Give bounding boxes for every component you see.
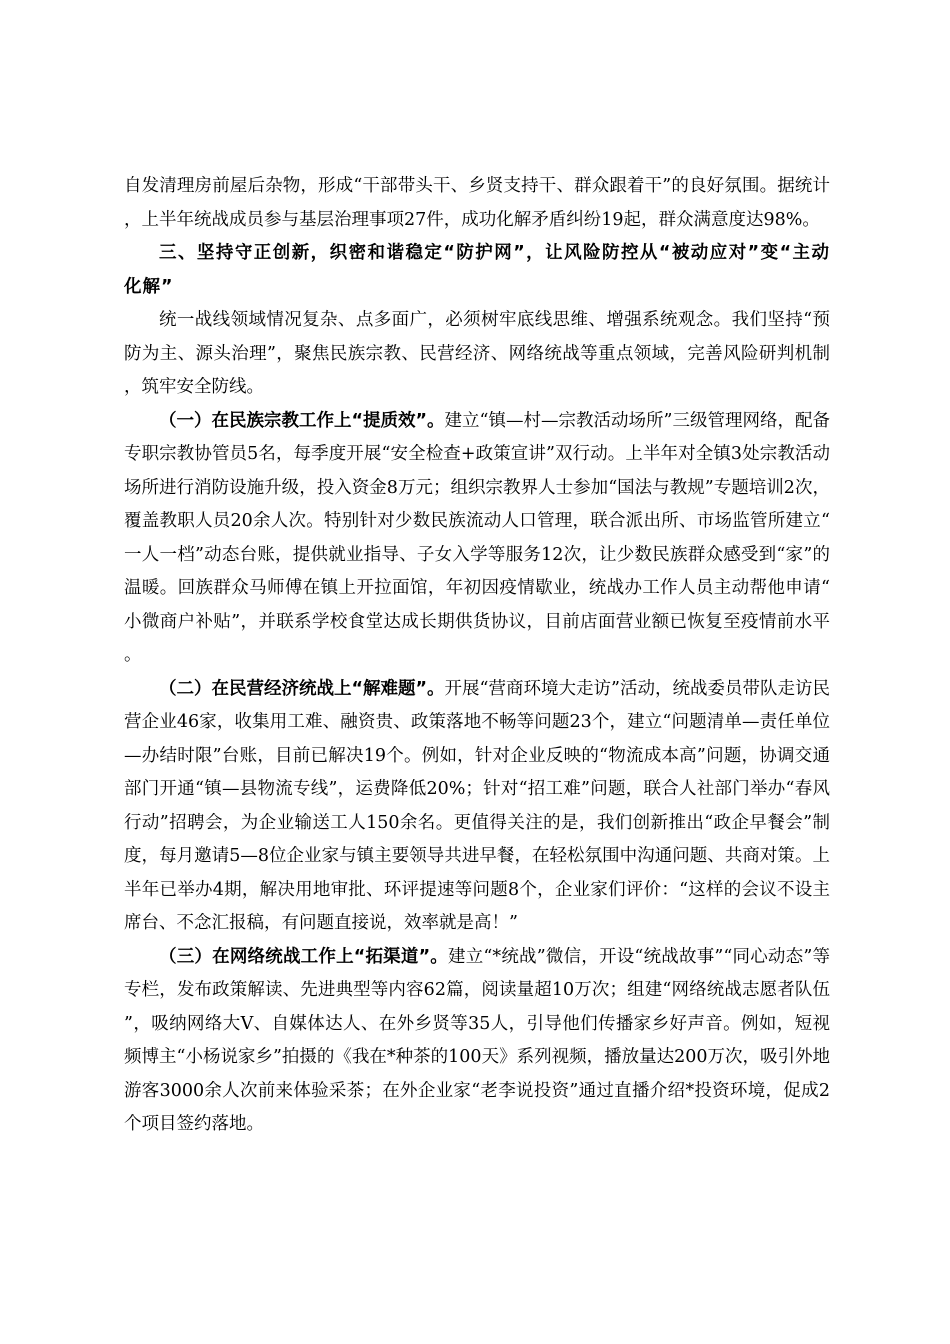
subsection-heading-1: （一）在民族宗教工作上“提质效”。 (159, 410, 445, 431)
section-heading-3: 三、坚持守正创新，织密和谐稳定“防护网”，让风险防控从“被动应对”变“主动化解” (124, 243, 830, 297)
section-intro-paragraph (124, 304, 830, 405)
paragraph-continued (124, 170, 830, 237)
subsection-paragraph-1 (124, 405, 830, 673)
subsection-heading-2: （二）在民营经济统战上“解难题”。 (159, 678, 445, 699)
paragraph-text: 自发清理房前屋后杂物，形成“干部带头干、乡贤支持干、群众跟着干”的良好氛围。据统计，上半年统战成员参与基层治理事项27件，成功化解矛盾纠纷19起，群众满意度达98%。 (124, 176, 830, 230)
paragraph-text: 建立“*统战”微信，开设“统战故事”“同心动态”等专栏，发布政策解读、先进典型等内容62篇，阅读量超10万次；组建“网络统战志愿者队伍”，吸纳网络大V、自媒体达人、在外乡贤等35人，引导他们传播家乡好声音。例如，短视频博主“小杨说家乡”拍摄的《我在*种茶的100天》系列视频，播放量达200万次，吸引外地游客3000余人次前来体验采茶；在外企业家“老李说投资”通过直播介绍*投资环境，促成2个项目签约落地。 (124, 946, 830, 1134)
paragraph-text: 建立“镇—村—宗教活动场所”三级管理网络，配备专职宗教协管员5名，每季度开展“安全检查+政策宣讲”双行动。上半年对全镇3处宗教活动场所进行消防设施升级，投入资金8万元；组织宗教界人士参加“国法与教规”专题培训2次，覆盖教职人员20余人次。特别针对少数民族流动人口管理，联合派出所、市场监管所建立“一人一档”动态台账，提供就业指导、子女入学等服务12次，让少数民族群众感受到“家”的温暖。回族群众马师傅在镇上开拉面馆，年初因疫情歇业，统战办工作人员主动帮他申请“小微商户补贴”，并联系学校食堂达成长期供货协议，目前店面营业额已恢复至疫情前水平。 (124, 410, 830, 665)
paragraph-text: 统一战线领域情况复杂、点多面广，必须树牢底线思维、增强系统观念。我们坚持“预防为主、源头治理”，聚焦民族宗教、民营经济、网络统战等重点领域，完善风险研判机制，筑牢安全防线。 (124, 310, 830, 397)
paragraph-text: 开展“营商环境大走访”活动，统战委员带队走访民营企业46家，收集用工难、融资贵、政策落地不畅等问题23个，建立“问题清单—责任单位—办结时限”台账，目前已解决19个。例如，针对企业反映的“物流成本高”问题，协调交通部门开通“镇—县物流专线”，运费降低20%；针对“招工难”问题，联合人社部门举办“春风行动”招聘会，为企业输送工人150余名。更值得关注的是，我们创新推出“政企早餐会”制度，每月邀请5—8位企业家与镇主要领导共进早餐，在轻松氛围中沟通问题、共商对策。上半年已举办4期，解决用地审批、环评提速等问题8个，企业家们评价：“这样的会议不设主席台、不念汇报稿，有问题直接说，效率就是高！” (124, 678, 830, 933)
document-body (124, 170, 830, 1142)
subsection-paragraph-3 (124, 941, 830, 1142)
subsection-heading-3: （三）在网络统战工作上“拓渠道”。 (159, 946, 449, 967)
subsection-paragraph-2 (124, 673, 830, 941)
